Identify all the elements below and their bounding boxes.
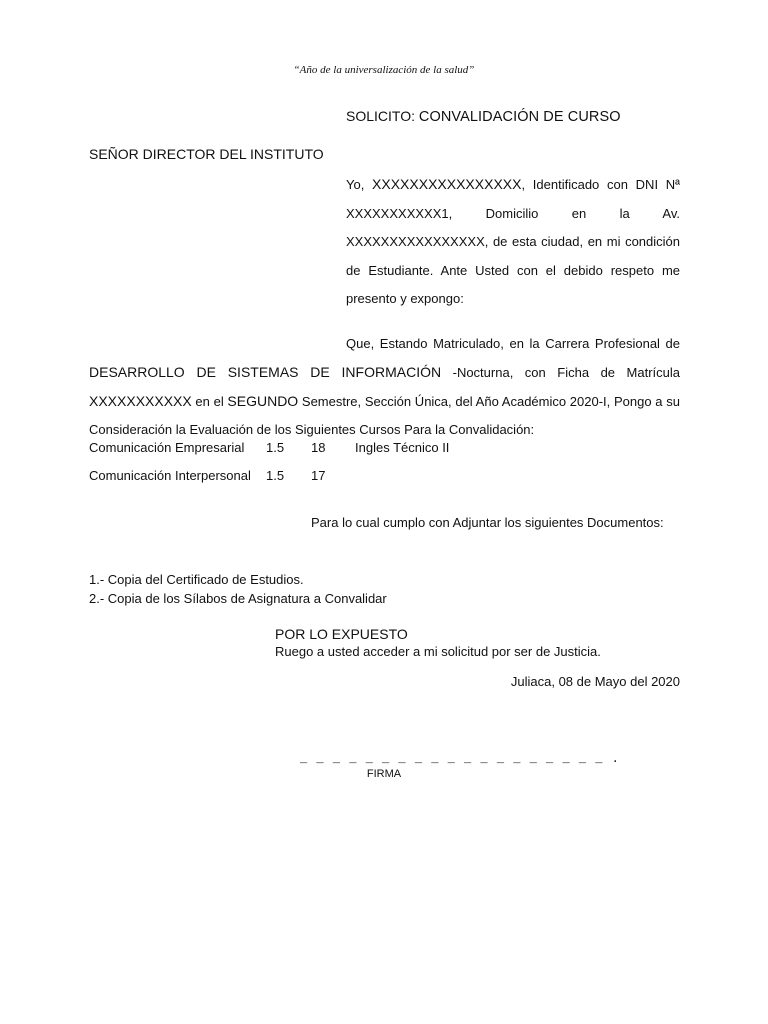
subject-value: CONVALIDACIÓN DE CURSO	[418, 109, 621, 125]
course-grade: 17	[311, 468, 326, 483]
body-p2: -Nocturna, con Ficha de Matrícula	[452, 365, 680, 380]
body-p4: Semestre, Sección Única, del Año Académico 2020-I, Pongo a su Consideración la Evaluación de los Siguientes Cursos Para la Convalidación:	[89, 394, 680, 437]
addressee: SEÑOR DIRECTOR DEL INSTITUTO	[89, 146, 324, 162]
closing-text: Ruego a usted acceder a mi solicitud por ser de Justicia.	[275, 644, 601, 659]
attach-text: Para lo cual cumplo con Adjuntar los siguientes Documentos:	[311, 515, 664, 530]
list-item: 1.- Copia del Certificado de Estudios.	[89, 572, 304, 587]
semester: SEGUNDO	[227, 393, 299, 409]
attach-paragraph	[89, 514, 680, 532]
course-credits: 1.5	[266, 440, 285, 455]
body-paragraph	[89, 330, 680, 444]
course-extra: Ingles Técnico II	[355, 440, 450, 455]
closing-block	[275, 625, 601, 661]
signature-label: FIRMA	[366, 768, 402, 780]
subject-label: SOLICITO:	[346, 108, 415, 124]
year-motto: “Año de la universalización de la salud”	[293, 64, 475, 76]
subject-line	[346, 108, 621, 125]
closing-heading: POR LO EXPUESTO	[275, 626, 408, 642]
ficha-number: XXXXXXXXXXX	[89, 393, 192, 409]
course-credits: 1.5	[266, 468, 285, 483]
career-name: DESARROLLO DE SISTEMAS DE INFORMACIÓN	[89, 364, 442, 380]
applicant-name: XXXXXXXXXXXXXXXX	[372, 176, 522, 192]
date-line: Juliaca, 08 de Mayo del 2020	[510, 674, 680, 689]
intro-yo: Yo,	[346, 177, 365, 192]
body-p3: en el	[195, 394, 224, 409]
intro-text: , Identificado con DNI Nª XXXXXXXXXXX1, Domicilio en la Av. XXXXXXXXXXXXXXXX, de esta ciudad, en mi condición de Estudiante. Ante Usted con el debido respeto me presento y expongo:	[346, 177, 680, 306]
course-grade: 18	[311, 440, 326, 455]
body-p1: Que, Estando Matriculado, en la Carrera Profesional de	[346, 336, 680, 351]
course-name: Comunicación Empresarial	[89, 440, 245, 455]
documents-list	[89, 570, 387, 608]
list-item: 2.- Copia de los Sílabos de Asignatura a Convalidar	[89, 591, 387, 606]
course-name: Comunicación Interpersonal	[89, 468, 251, 483]
signature-line: _ _ _ _ _ _ _ _ _ _ _ _ _ _ _ _ _ _ _ .	[300, 752, 620, 766]
intro-paragraph	[346, 170, 680, 314]
